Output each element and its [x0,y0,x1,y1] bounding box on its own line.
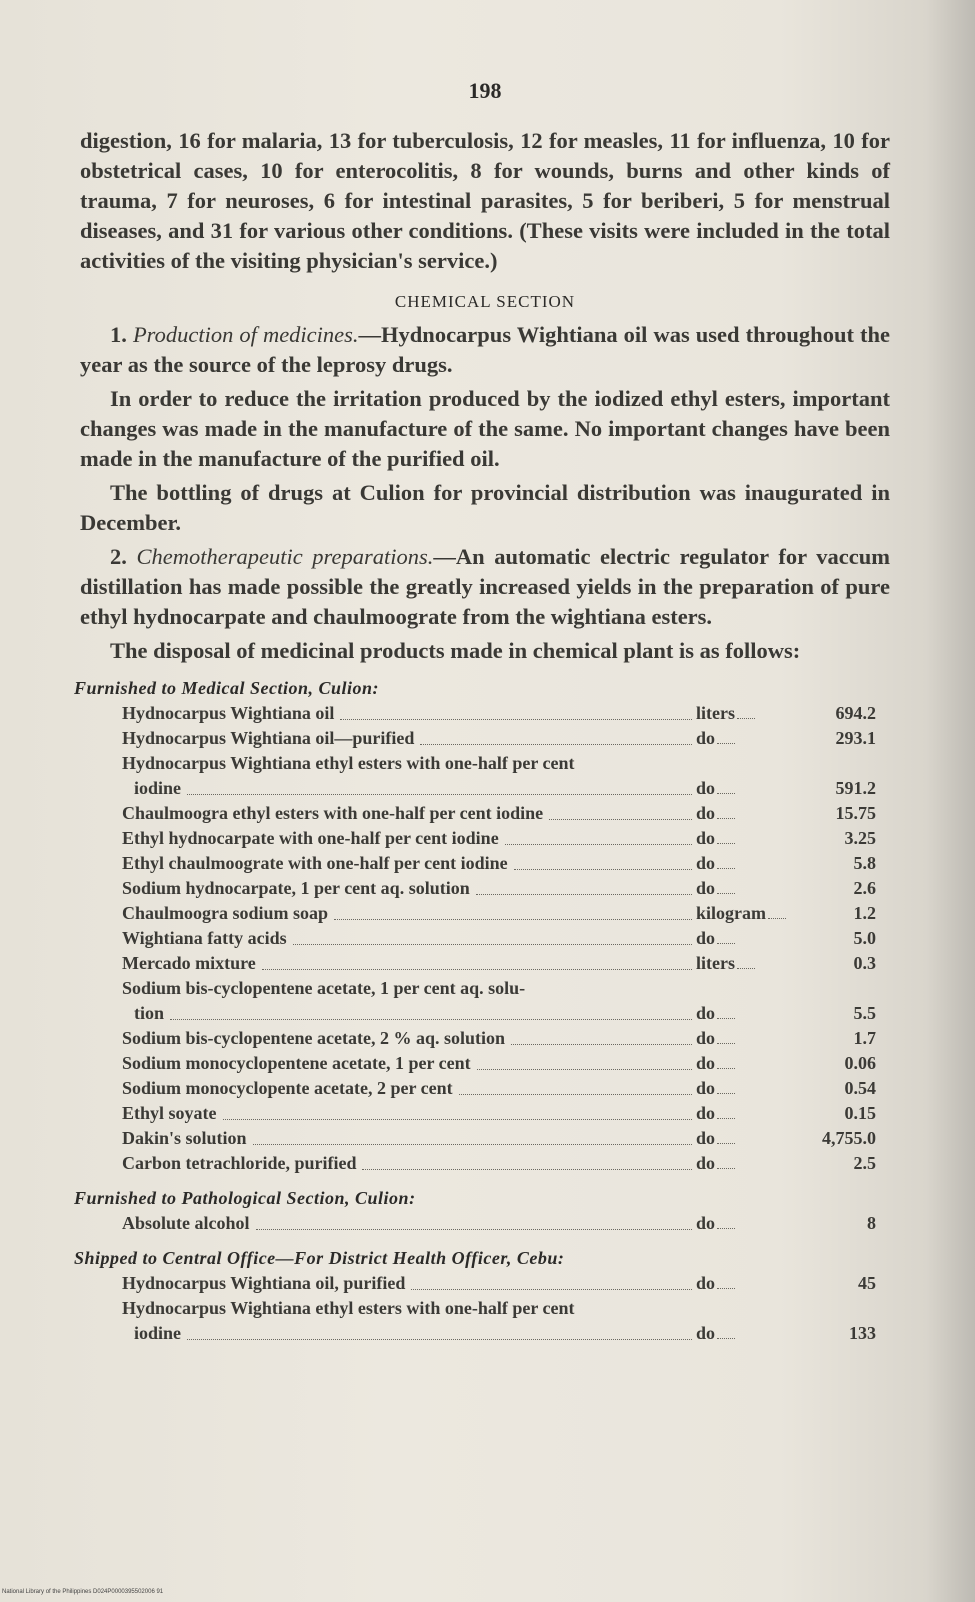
paragraph-iodized-esters: In order to reduce the irritation produced by the iodized ethyl esters, important changes was made in the manufacture of the same. No important changes have been made in the manufacture of the purified oil. [80,386,890,471]
table-row [80,801,890,826]
item-unit: do [696,851,766,876]
table-row [80,951,890,976]
paragraph-chemotherapeutic-preparations [80,542,890,632]
paragraph-number: 1. [110,322,127,347]
item-unit: do [696,1001,766,1026]
paragraph-bottling: The bottling of drugs at Culion for provincial distribution was inaugurated in December. [80,480,890,535]
item-unit: do [696,1126,766,1151]
unit-dots [717,1018,735,1019]
unit-dots [717,793,735,794]
table-row [80,1026,890,1051]
dot-leader [459,1094,692,1095]
paragraph-text: —An automatic electric regulator for vaccum distillation has made possible the greatly increased yields in the preparation of pure ethyl hydnocarpate and chaulmoograte from the wightiana esters. [80,544,890,629]
item-quantity: 591.2 [835,778,876,798]
item-quantity: 4,755.0 [822,1128,876,1148]
unit-dots [717,1093,735,1094]
table-row [80,1076,890,1101]
unit-dots [717,743,735,744]
table-row-continued [80,1296,890,1321]
item-quantity: 15.75 [835,803,876,823]
item-quantity: 45 [858,1273,876,1293]
section-heading: CHEMICAL SECTION [394,292,576,311]
unit-dots [717,1338,735,1339]
table-row [80,1001,890,1026]
dot-leader [293,944,692,945]
item-quantity: 5.5 [853,1003,876,1023]
unit-dots [737,968,755,969]
table-row [80,1211,890,1236]
unit-dots [717,1143,735,1144]
item-name: Ethyl chaulmoograte with one-half per cent iodine [122,853,508,873]
dot-leader [187,794,692,795]
table-row [80,851,890,876]
table-row [80,1126,890,1151]
unit-dots [717,1068,735,1069]
dot-leader [505,844,692,845]
item-quantity: 3.25 [844,828,876,848]
item-unit: liters [696,951,766,976]
item-name-line2: tion [134,1003,165,1023]
dot-leader [187,1339,692,1340]
unit-dots [717,1228,735,1229]
table-row [80,1151,890,1176]
table-row [80,926,890,951]
dot-leader [477,1069,692,1070]
item-name: Sodium bis-cyclopentene acetate, 2 % aq. solution [122,1028,506,1048]
disposal-table [74,678,890,1346]
item-name: Mercado mixture [122,953,256,973]
item-unit: do [696,1101,766,1126]
item-name: Sodium monocyclopente acetate, 2 per cent [122,1078,453,1098]
item-name: Sodium monocyclopentene acetate, 1 per cent [122,1053,471,1073]
group-heading: Furnished to Pathological Section, Culion: [74,1188,416,1208]
paragraph-title: Chemotherapeutic preparations. [136,544,434,569]
item-name: Hydnocarpus Wightiana oil [122,703,335,723]
item-quantity: 5.0 [853,928,876,948]
intro-paragraph: digestion, 16 for malaria, 13 for tuberculosis, 12 for measles, 11 for influenza, 10 for obstetrical cases, 10 for enterocolitis, 8 for wounds, burns and other kinds of trauma, 7 for neuroses, 6 for intestinal parasites, 5 for beriberi, 5 for menstrual diseases, and 31 for various other conditions. (These visits were included in the total activities of the visiting physician's service.) [80,128,890,273]
dot-leader [411,1289,692,1290]
item-quantity: 0.15 [844,1103,876,1123]
group-heading: Furnished to Medical Section, Culion: [74,678,380,698]
table-row-continued [80,976,890,1001]
item-unit: do [696,876,766,901]
unit-dots [717,943,735,944]
item-quantity: 8 [867,1213,876,1233]
dot-leader [514,869,692,870]
item-name: Sodium hydnocarpate, 1 per cent aq. solution [122,878,470,898]
dot-leader [362,1169,692,1170]
table-row [80,876,890,901]
item-quantity: 694.2 [835,703,876,723]
page-number: 198 [468,78,502,103]
table-row [80,1101,890,1126]
item-unit: do [696,1026,766,1051]
dot-leader [511,1044,692,1045]
item-quantity: 0.54 [844,1078,876,1098]
page-content [74,78,891,1346]
paragraph-number: 2. [110,544,127,569]
unit-dots [717,1043,735,1044]
item-unit: do [696,1076,766,1101]
dot-leader [476,894,692,895]
item-unit: do [696,1151,766,1176]
paragraph-disposal: The disposal of medicinal products made in chemical plant is as follows: [110,638,801,663]
unit-dots [717,818,735,819]
dot-leader [262,969,692,970]
item-name: Dakin's solution [122,1128,247,1148]
item-quantity: 2.6 [853,878,876,898]
item-unit: do [696,801,766,826]
item-quantity: 1.2 [853,903,876,923]
table-row [80,1321,890,1346]
unit-dots [717,1118,735,1119]
item-unit: do [696,1211,766,1236]
item-name: Ethyl soyate [122,1103,217,1123]
paragraph-title: Production of medicines. [132,322,359,347]
table-row [80,1271,890,1296]
unit-dots [717,843,735,844]
item-quantity: 1.7 [853,1028,876,1048]
group-heading: Shipped to Central Office—For District Health Officer, Cebu: [74,1248,565,1268]
unit-dots [717,893,735,894]
item-name: Chaulmoogra ethyl esters with one-half per cent iodine [122,803,544,823]
unit-dots [737,718,755,719]
item-quantity: 0.3 [853,953,876,973]
item-unit: liters [696,701,766,726]
item-name-line1: Hydnocarpus Wightiana ethyl esters with one-half per cent [122,1298,575,1318]
item-unit: do [696,726,766,751]
item-name: Absolute alcohol [122,1213,250,1233]
dot-leader [223,1119,693,1120]
table-row [80,776,890,801]
item-unit: do [696,776,766,801]
item-unit: do [696,1321,766,1346]
item-name-line2: iodine [134,1323,182,1343]
table-row [80,726,890,751]
dot-leader [256,1229,692,1230]
item-unit: do [696,826,766,851]
table-row-continued [80,751,890,776]
unit-dots [717,1288,735,1289]
table-row [80,701,890,726]
item-quantity: 0.06 [844,1053,876,1073]
item-name: Hydnocarpus Wightiana oil, purified [122,1273,406,1293]
item-quantity: 5.8 [853,853,876,873]
item-unit: do [696,926,766,951]
item-name: Carbon tetrachloride, purified [122,1153,357,1173]
item-quantity: 2.5 [853,1153,876,1173]
item-name: Ethyl hydnocarpate with one-half per cent iodine [122,828,499,848]
item-name-line1: Sodium bis-cyclopentene acetate, 1 per cent aq. solu- [122,978,526,998]
paragraph-production-of-medicines [80,320,890,380]
dot-leader [420,744,692,745]
item-unit: kilogram [696,901,766,926]
paragraph-text: —Hydnocarpus Wightiana oil was used throughout the year as the source of the leprosy drugs. [80,322,891,377]
dot-leader [340,719,692,720]
dot-leader [334,919,692,920]
scan-footer: National Library of the Philippines D024P0000395502006 91 [2,1589,164,1595]
item-name: Hydnocarpus Wightiana oil—purified [122,728,415,748]
table-row [80,901,890,926]
table-row [80,826,890,851]
item-quantity: 293.1 [835,728,876,748]
item-quantity: 133 [849,1323,876,1343]
item-unit: do [696,1271,766,1296]
item-unit: do [696,1051,766,1076]
dot-leader [549,819,692,820]
unit-dots [717,1168,735,1169]
item-name-line2: iodine [134,778,182,798]
item-name: Wightiana fatty acids [122,928,287,948]
unit-dots [717,868,735,869]
table-row [80,1051,890,1076]
item-name: Chaulmoogra sodium soap [122,903,329,923]
dot-leader [170,1019,692,1020]
item-name-line1: Hydnocarpus Wightiana ethyl esters with one-half per cent [122,753,575,773]
dot-leader [253,1144,692,1145]
